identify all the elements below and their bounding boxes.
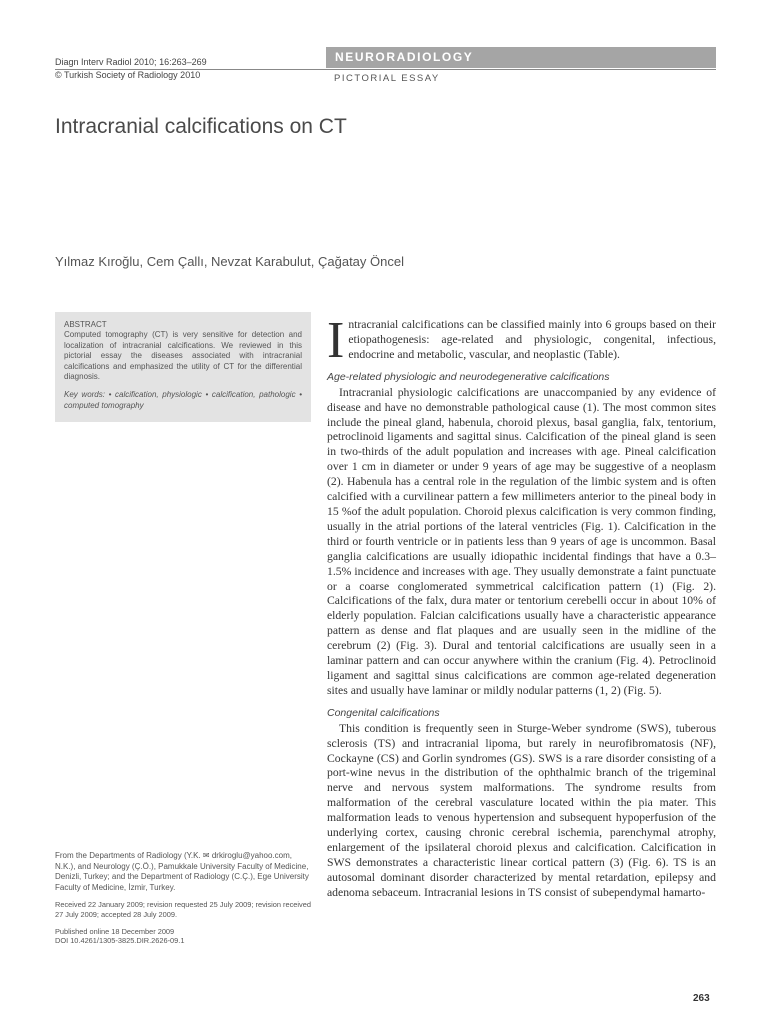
article-title: Intracranial calcifications on CT (55, 115, 347, 138)
affiliation-block (55, 851, 311, 953)
section-tag: NEURORADIOLOGY (326, 47, 716, 68)
affiliation-dates: Received 22 January 2009; revision requested 25 July 2009; revision received 27 July 2009; accepted 28 July 2009. (55, 900, 311, 919)
doi: DOI 10.4261/1305-3825.DIR.2626-09.1 (55, 936, 185, 946)
section-heading-age-related: Age-related physiologic and neurodegenerative calcifications (327, 370, 610, 383)
article-type: PICTORIAL ESSAY (334, 73, 440, 84)
citation: Diagn Interv Radiol 2010; 16:263–269 (55, 57, 207, 67)
intro-paragraph (327, 312, 716, 369)
section-text-age-related: Intracranial physiologic calcifications are unaccompanied by any evidence of disease and have no demonstrable pathological cause (1). The most common sites include the pineal gland, habenula, choroid plexus, basal ganglia, falx, tentorium, petroclinoid ligaments and sagittal sinus. Calcification of the pineal gland is seen in two-thirds of the adult population and increases with age. Pineal calcification over 1 cm in diameter or under 9 years of age may be suggestive of a neoplasm (2). Habenula has a central role in the regulation of the limbic system and is often calcified with a curvilinear pattern a few millimeters anterior to the pineal body in 15 %of the adult population. Choroid plexus calcification is very common finding, usually in the atrial portions of the lateral ventricles (Fig. 1). Calcification in the third or fourth ventricle or in patients less than 9 years of age is uncommon. Basal ganglia calcifications are usually idiopathic incidental findings that have a 0.3–1.5% incidence and increases with age. They usually demonstrate a faint punctuate or a coarse conglomerated symmetrical calcification pattern (1) (Fig. 2). Calcifications of the falx, dura mater or tentorium cerebelli occur in about 10% of elderly population. Falcian calcifications usually have a characteristic appearance pattern as dense and flat plaques and are usually seen in the midline of the cerebrum (2) (Fig. 3). Dural and tentorial calcifications are usually seen in a laminar pattern and can occur anywhere within the cranium (Fig. 4). Petroclinoid ligament and sagittal sinus calcifications are common age-related degeneration sites and usually have laminar or mildly nodular patterns (1, 2) (Fig. 5). (327, 385, 716, 697)
affiliation-departments: From the Departments of Radiology (Y.K. ✉ drkiroglu@yahoo.com, N.K.), and Neurology (Ç.Ö.), Pamukkale University Faculty of Medicine, Denizli, Turkey; and the Department of Radiology (C.Ç.), Ege University Faculty of Medicine, İzmir, Turkey. (55, 851, 309, 892)
authors: Yılmaz Kıroğlu, Cem Çallı, Nevzat Karabulut, Çağatay Öncel (55, 254, 404, 269)
page-number: 263 (693, 993, 710, 1004)
abstract-heading: ABSTRACT (64, 320, 107, 329)
keywords: Key words: • calcification, physiologic • calcification, pathologic • computed tomography (64, 390, 302, 410)
body-column (327, 312, 716, 901)
abstract-text: Computed tomography (CT) is very sensitive for detection and localization of intracranial calcifications. We reviewed in this pictorial essay the diseases associated with intracranial calcifications and emphasized the utility of CT for the differential diagnosis. (64, 330, 302, 382)
abstract-box (55, 312, 311, 422)
published-date: Published online 18 December 2009 (55, 926, 175, 936)
header-rule (55, 69, 716, 70)
dropcap: I (327, 312, 345, 369)
copyright: © Turkish Society of Radiology 2010 (55, 70, 201, 80)
section-text-congenital: This condition is frequently seen in Sturge-Weber syndrome (SWS), tuberous sclerosis (TS) and intracranial lipoma, but rarely in neurofibromatosis (NF), Cockayne (CS) and Gorlin syndromes (GS). SWS is a rare disorder consisting of a port-wine nevus in the distribution of the ophthalmic branch of the trigeminal nerve and nervous system malformations. The syndrome results from malformation of the cerebral vasculature located within the pia mater. This malformation leads to venous hypertension and subsequent hypoperfusion of the underlying cortex, causing chronic cerebral ischemia, parenchymal atrophy, enlargement of the ipsilateral choroid plexus and calcification. Calcification in SWS demonstrates a characteristic linear cortical pattern (3) (Fig. 6). TS is an autosomal dominant disorder characterized by mental retardation, epilepsy and adenoma sebaceum. Intracranial lesions in TS consist of subependymal hamarto- (327, 721, 716, 899)
intro-text: ntracranial calcifications can be classified mainly into 6 groups based on their etiopathogenesis: age-related and physiologic, congenital, infectious, endocrine and metabolic, vascular, and neoplastic (Table). (348, 318, 716, 361)
section-heading-congenital: Congenital calcifications (327, 706, 440, 719)
